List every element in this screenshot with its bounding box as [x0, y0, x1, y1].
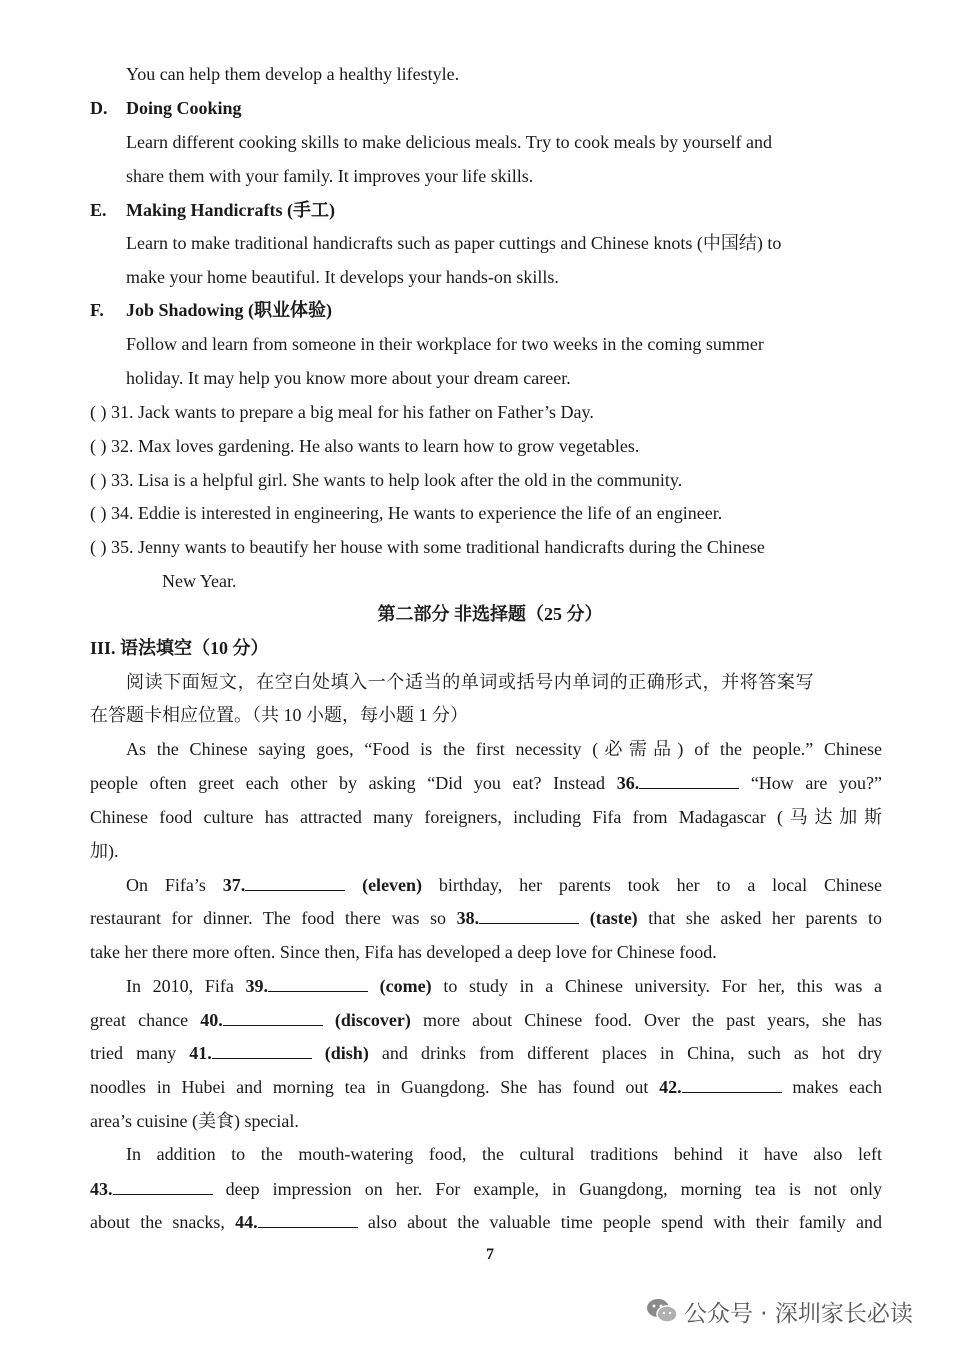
- answer-blank-36: [639, 772, 739, 789]
- passage-text: also about the valuable time people spend with their family and: [367, 1212, 883, 1232]
- passage-text: noodles in Hubei and morning tea in Guangdong. She has found out: [90, 1077, 649, 1097]
- passage-p1-line4: 加).: [90, 841, 119, 861]
- page-number: 7: [486, 1246, 494, 1263]
- passage-text: to study in a Chinese university. For her, this was a: [443, 976, 883, 996]
- blank-number-44: 44.: [235, 1212, 258, 1232]
- passage-p3-line3: [90, 1041, 882, 1065]
- answer-blank-42: [682, 1076, 782, 1093]
- option-e-title: Making Handicrafts (手工): [126, 200, 335, 220]
- passage-text: more about Chinese food. Over the past years, she has: [422, 1010, 883, 1030]
- passage-p1-line3: Chinese food culture has attracted many foreigners, including Fifa from Madagascar (马达加斯: [90, 807, 882, 827]
- passage-p3-line1: [126, 974, 882, 998]
- word-hint-39: (come): [379, 976, 432, 996]
- part-two-title: 第二部分 非选择题（25 分）: [377, 604, 603, 624]
- answer-blank-40: [223, 1009, 323, 1026]
- option-f-line1: Follow and learn from someone in their workplace for two weeks in the coming summer: [126, 334, 764, 354]
- passage-p2-line2: [90, 906, 882, 930]
- passage-p2-line1: [126, 873, 882, 897]
- option-e-line1: Learn to make traditional handicrafts such as paper cuttings and Chinese knots (中国结) to: [126, 233, 782, 253]
- question-35-continued: New Year.: [162, 571, 237, 591]
- option-c-tail: You can help them develop a healthy lifestyle.: [126, 64, 460, 84]
- word-hint-40: (discover): [334, 1010, 411, 1030]
- option-f-title: Job Shadowing (职业体验): [126, 300, 333, 320]
- blank-number-39: 39.: [245, 976, 268, 996]
- passage-text: makes each: [792, 1077, 883, 1097]
- passage-text: and drinks from different places in China, such as hot dry: [381, 1043, 883, 1063]
- answer-blank-43: [113, 1178, 213, 1195]
- passage-text: On Fifa’s: [126, 875, 206, 895]
- passage-text: tried many: [90, 1043, 177, 1063]
- passage-text: restaurant for dinner. The food there was so: [90, 908, 447, 928]
- passage-text: great chance: [90, 1010, 189, 1030]
- wechat-watermark: [646, 1292, 913, 1330]
- answer-blank-44: [258, 1211, 358, 1228]
- passage-p3-line2: [90, 1008, 882, 1032]
- word-hint-38: (taste): [589, 908, 638, 928]
- passage-text: deep impression on her. For example, in Guangdong, morning tea is not only: [225, 1179, 883, 1199]
- passage-p4-line3: [90, 1210, 882, 1234]
- passage-p4-line2: [90, 1177, 882, 1201]
- passage-text: In 2010, Fifa: [126, 976, 234, 996]
- option-d-line2: share them with your family. It improves your life skills.: [126, 166, 534, 186]
- passage-p1-line1: As the Chinese saying goes, “Food is the first necessity (必需品) of the people.” Chinese: [126, 739, 882, 759]
- option-d-title: Doing Cooking: [126, 98, 242, 118]
- section-iii-heading: III. 语法填空（10 分）: [90, 638, 269, 658]
- question-32: ( ) 32. Max loves gardening. He also wants to learn how to grow vegetables.: [90, 436, 640, 456]
- option-e-letter: E.: [90, 200, 107, 220]
- option-d-line1: Learn different cooking skills to make delicious meals. Try to cook meals by yourself and: [126, 132, 773, 152]
- blank-number-42: 42.: [659, 1077, 682, 1097]
- option-e-line2: make your home beautiful. It develops your hands-on skills.: [126, 267, 559, 287]
- question-35: ( ) 35. Jenny wants to beautify her house with some traditional handicrafts during the Chinese: [90, 537, 765, 557]
- word-hint-41: (dish): [324, 1043, 369, 1063]
- passage-p3-line4: [90, 1075, 882, 1099]
- blank-number-43: 43.: [90, 1179, 113, 1199]
- answer-blank-41: [212, 1042, 312, 1059]
- passage-text: “How are you?”: [750, 773, 882, 793]
- answer-blank-37: [245, 874, 345, 891]
- passage-p3-line5: area’s cuisine (美食) special.: [90, 1111, 299, 1131]
- blank-number-37: 37.: [222, 875, 246, 895]
- option-d-letter: D.: [90, 98, 108, 118]
- question-34: ( ) 34. Eddie is interested in engineering, He wants to experience the life of an engineer.: [90, 503, 723, 523]
- watermark-text: 公众号 · 深圳家长必读: [684, 1300, 913, 1327]
- passage-text: people often greet each other by asking “Did you eat? Instead: [90, 773, 606, 793]
- blank-number-36: 36.: [616, 773, 640, 793]
- wechat-logo-icon: [646, 1297, 678, 1325]
- word-hint-37: (eleven): [362, 875, 423, 895]
- answer-blank-39: [268, 975, 368, 992]
- passage-text: that she asked her parents to: [648, 908, 883, 928]
- instruction-line2: 在答题卡相应位置。（共 10 小题，每小题 1 分）: [90, 705, 468, 725]
- option-f-line2: holiday. It may help you know more about your dream career.: [126, 368, 571, 388]
- question-31: ( ) 31. Jack wants to prepare a big meal for his father on Father’s Day.: [90, 402, 594, 422]
- passage-text: about the snacks,: [90, 1212, 225, 1232]
- blank-number-38: 38.: [456, 908, 480, 928]
- passage-p2-line3: take her there more often. Since then, Fifa has developed a deep love for Chinese food.: [90, 942, 717, 962]
- passage-p4-line1: In addition to the mouth-watering food, the cultural traditions behind it have also left: [126, 1144, 882, 1164]
- passage-text: birthday, her parents took her to a local Chinese: [438, 875, 882, 895]
- answer-blank-38: [479, 907, 579, 924]
- question-33: ( ) 33. Lisa is a helpful girl. She wants to help look after the old in the community.: [90, 470, 683, 490]
- blank-number-40: 40.: [200, 1010, 223, 1030]
- instruction-line1: 阅读下面短文，在空白处填入一个适当的单词或括号内单词的正确形式，并将答案写: [126, 672, 815, 692]
- passage-p1-line2: [90, 771, 882, 795]
- option-f-letter: F.: [90, 300, 104, 320]
- blank-number-41: 41.: [189, 1043, 212, 1063]
